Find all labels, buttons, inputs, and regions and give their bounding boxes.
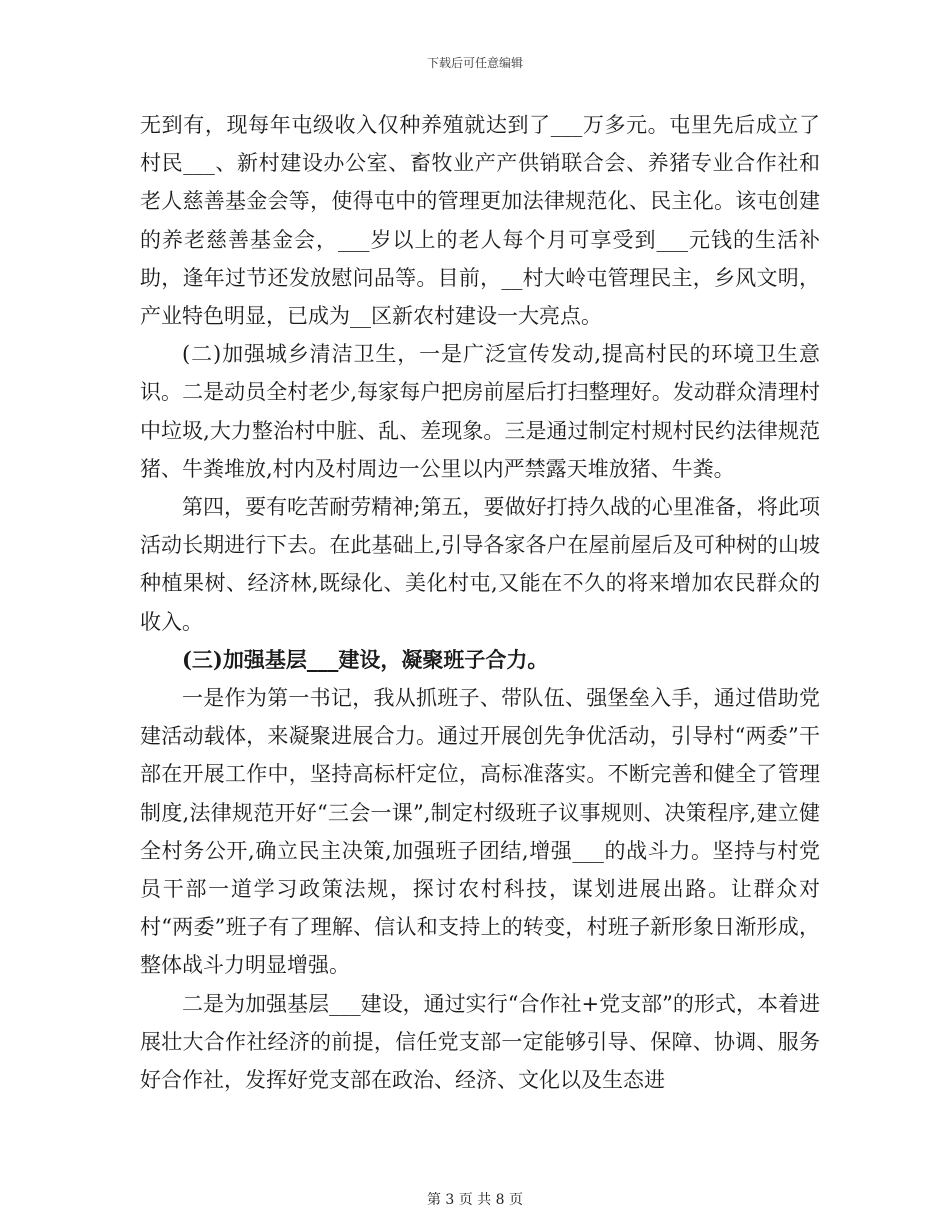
paragraph-4: 一是作为第一书记，我从抓班子、带队伍、强堡垒入手，通过借助党建活动载体，来凝聚进展合力。通过开展创先争优活动，引导村“两委”干部在开展工作中，坚持高标杆定位，高标准落实。不断完善和健全了管理制度,法律规范开好“三会一课”,制定村级班子议事规则、决策程序,建立健全村务公开,确立民主决策,加强班子团结,增强___的战斗力。坚持与村党员干部一道学习政策法规，探讨农村科技，谋划进展出路。让群众对村“两委”班子有了理解、信认和支持上的转变，村班子新形象日渐形成，整体战斗力明显增强。 bbox=[140, 686, 820, 978]
paragraph-3: 第四，要有吃苦耐劳精神;第五，要做好打持久战的心里准备，将此项活动长期进行下去。在此基础上,引导各家各户在屋前屋后及可种树的山坡种植果树、经济林,既绿化、美化村屯,又能在不久的将来增加农民群众的收入。 bbox=[140, 495, 820, 634]
paragraph-1: 无到有，现每年屯级收入仅种养殖就达到了___万多元。屯里先后成立了村民___、新村建设办公室、畜牧业产产供销联合会、养猪专业合作社和老人慈善基金会等，使得屯中的管理更加法律规范化、民主化。该屯创建的养老慈善基金会，___岁以上的老人每个月可享受到___元钱的生活补助，逢年过节还发放慰问品等。目前，__村大岭屯管理民主，乡风文明，产业特色明显，已成为__区新农村建设一大亮点。 bbox=[140, 113, 820, 329]
paragraph-2: (二)加强城乡清洁卫生，一是广泛宣传发动,提高村民的环境卫生意识。二是动员全村老少,每家每户把房前屋后打扫整理好。发动群众清理村中垃圾,大力整治村中脏、乱、差现象。三是通过制定村规村民约法律规范猪、牛粪堆放,村内及村周边一公里以内严禁露天堆放猪、牛粪。 bbox=[140, 342, 820, 481]
page-header: 下载后可任意编辑 bbox=[426, 56, 523, 70]
document-body bbox=[140, 106, 820, 1099]
paragraph-5: 二是为加强基层___建设，通过实行“合作社+党支部”的形式，本着进展壮大合作社经济的前提，信任党支部一定能够引导、保障、协调、服务好合作社，发挥好党支部在政治、经济、文化以及生态进 bbox=[140, 991, 820, 1093]
page-footer: 第 3 页 共 8 页 bbox=[426, 1192, 524, 1208]
section-heading: (三)加强基层___建设，凝聚班子合力。 bbox=[182, 646, 549, 672]
